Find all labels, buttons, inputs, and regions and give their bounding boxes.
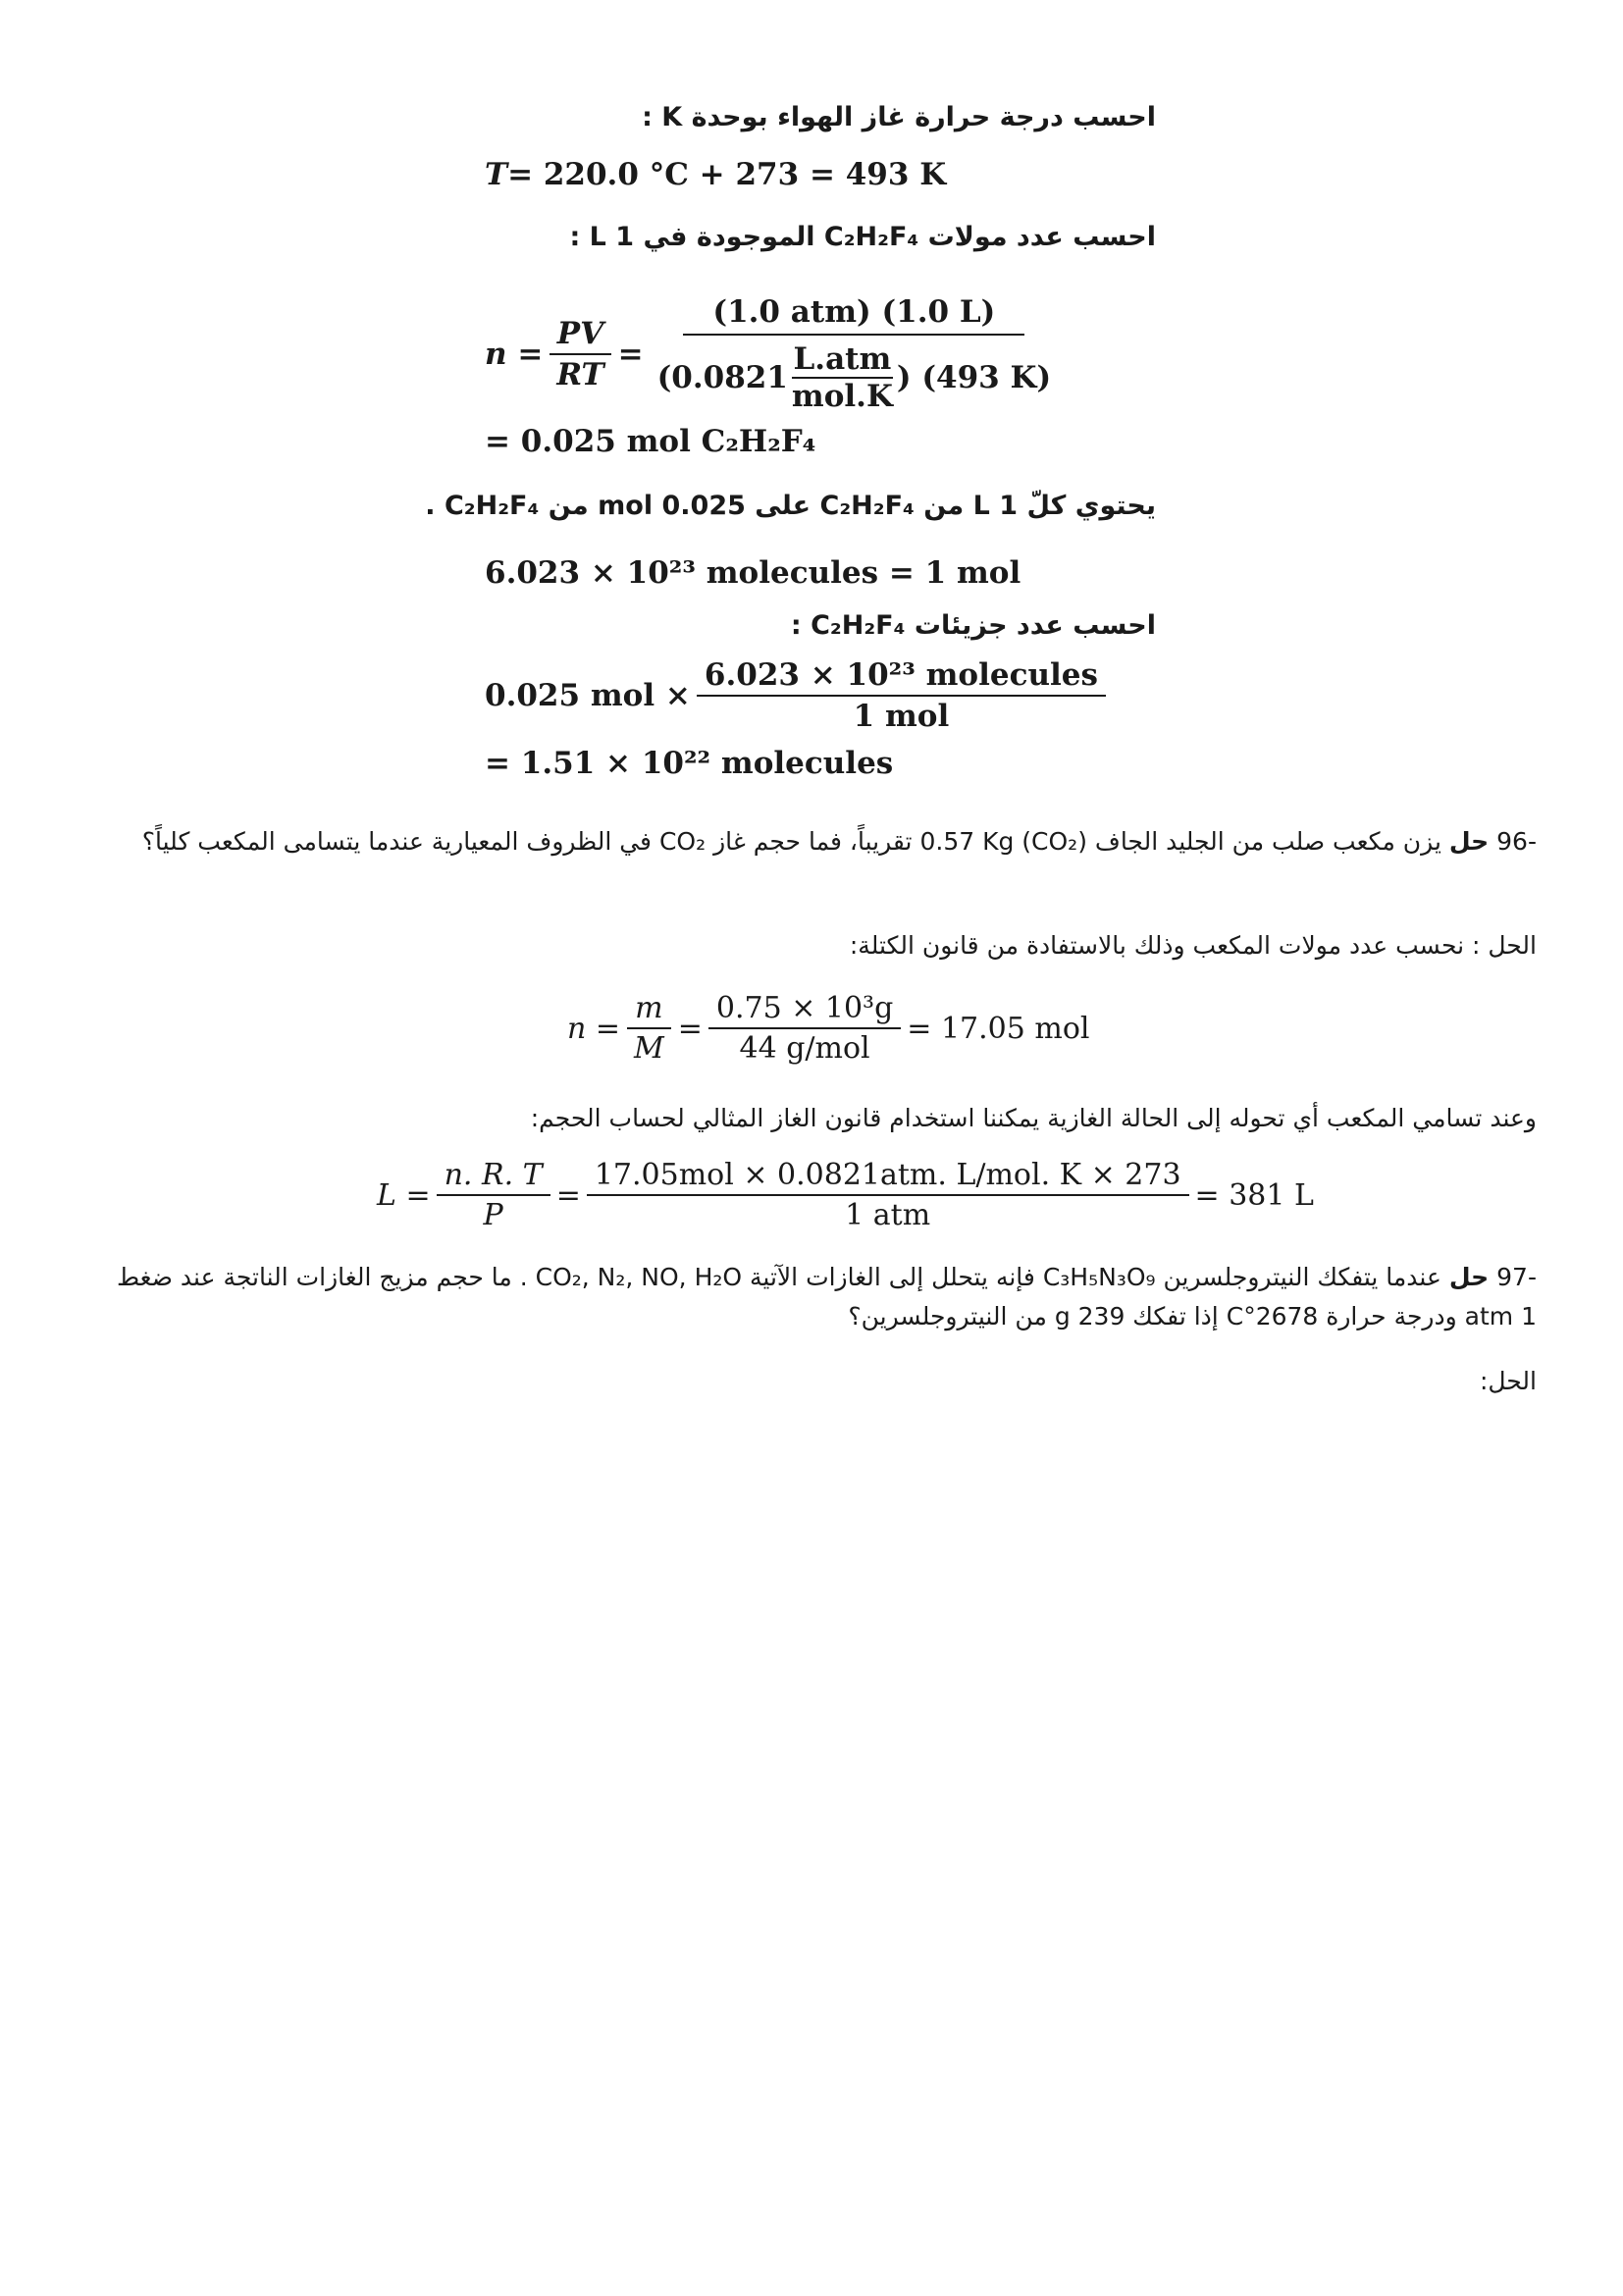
temp-symbol: T [485, 157, 508, 192]
equation-moles-mass: n = $\frac{m}{M}$ = $\frac{\text{0.75 × 10³g}}{\text{44 g/mol}}$ = 17.05 mol [567, 991, 1090, 1066]
avogadro-fraction: $\frac{\text{6.023 × 10²³ molecules}}{\text{1 mol}}$ [697, 657, 1106, 734]
solution-96-gas-law: وعند تسامي المكعب أي تحوله إلى الحالة الغازية يمكننا استخدام قانون الغاز المثالي لحساب الحجم: [530, 1104, 1537, 1132]
moles-denominator: (0.0821 $\frac{\text{L.atm}}{\text{mol.K}}$ ) (493 K) [656, 341, 1052, 414]
equation-volume: L = $\frac{n. R. T}{P}$ = $\frac{\text{17.05mol × 0.0821atm. L/mol. K × 273}}{\text{1 atm}}$ = 381 L [377, 1158, 1314, 1232]
statement-moles-per-liter: يحتوي كلّ 1 L من C₂H₂F₄ على 0.025 mol من C₂H₂F₄ . [425, 491, 1156, 521]
question-text: يزن مكعب صلب من الجليد الجاف (CO₂) 0.57 Kg تقريباً، فما حجم غاز CO₂ في الظروف المعيارية عندما يتسامى المكعب كلياً؟ [141, 827, 1441, 856]
heading-moles: احسب عدد مولات C₂H₂F₄ الموجودة في 1 L : [569, 222, 1156, 252]
molecules-prefix: 0.025 mol × [485, 678, 691, 713]
volume-value: = 381 L [1194, 1177, 1314, 1213]
moles-numerator: (1.0 atm) (1.0 L) [683, 294, 1024, 336]
moles-result: = 0.025 mol C₂H₂F₄ [485, 424, 816, 459]
question-96 [104, 822, 1537, 861]
molecules-result: = 1.51 × 10²² molecules [485, 746, 894, 781]
moles-equation [485, 294, 1065, 414]
n-symbol: n = [485, 337, 544, 372]
question-number: -96 [1496, 827, 1537, 856]
question-keyword: حل [1448, 1263, 1490, 1291]
m-over-M: $\frac{m}{M}$ [626, 991, 672, 1066]
molecules-calculation [485, 657, 1112, 734]
question-text: عندما يتفكك النيتروجلسرين C₃H₅N₃O₉ فإنه يتحلل إلى الغازات الآتية CO₂, N₂, NO, H₂O . ما حجم مزيج الغازات الناتجة عند ضغط 1 atm ودرجة حرارة 2678°C إذا تفكك 239 g من النيتروجلسرين؟ [116, 1263, 1537, 1331]
avogadro-relation: 6.023 × 10²³ molecules = 1 mol [485, 555, 1021, 591]
equals-sign: = [617, 337, 644, 372]
solution-97-label: الحل: [1479, 1367, 1537, 1395]
heading-molecules: احسب عدد جزيئات C₂H₂F₄ : [790, 610, 1156, 641]
question-97 [104, 1258, 1537, 1336]
heading-temperature: احسب درجة حرارة غاز الهواء بوحدة K : [642, 102, 1156, 132]
pv-over-rt: $\frac{PV}{RT}$ [549, 316, 611, 392]
temp-value: = 220.0 °C + 273 = 493 K [507, 157, 947, 192]
question-keyword: حل [1448, 827, 1490, 856]
moles-fraction [650, 294, 1060, 414]
solution-96-intro: الحل : نحسب عدد مولات المكعب وذلك بالاستفادة من قانون الكتلة: [849, 931, 1537, 960]
nrt-over-p: $\frac{n. R. T}{P}$ [437, 1158, 550, 1232]
volume-fraction: $\frac{\text{17.05mol × 0.0821atm. L/mol. K × 273}}{\text{1 atm}}$ [587, 1158, 1189, 1232]
moles-value: = 17.05 mol [907, 1011, 1090, 1046]
temperature-equation [485, 157, 946, 192]
mass-fraction: $\frac{\text{0.75 × 10³g}}{\text{44 g/mol}}$ [708, 991, 901, 1066]
question-number: -97 [1496, 1263, 1537, 1291]
